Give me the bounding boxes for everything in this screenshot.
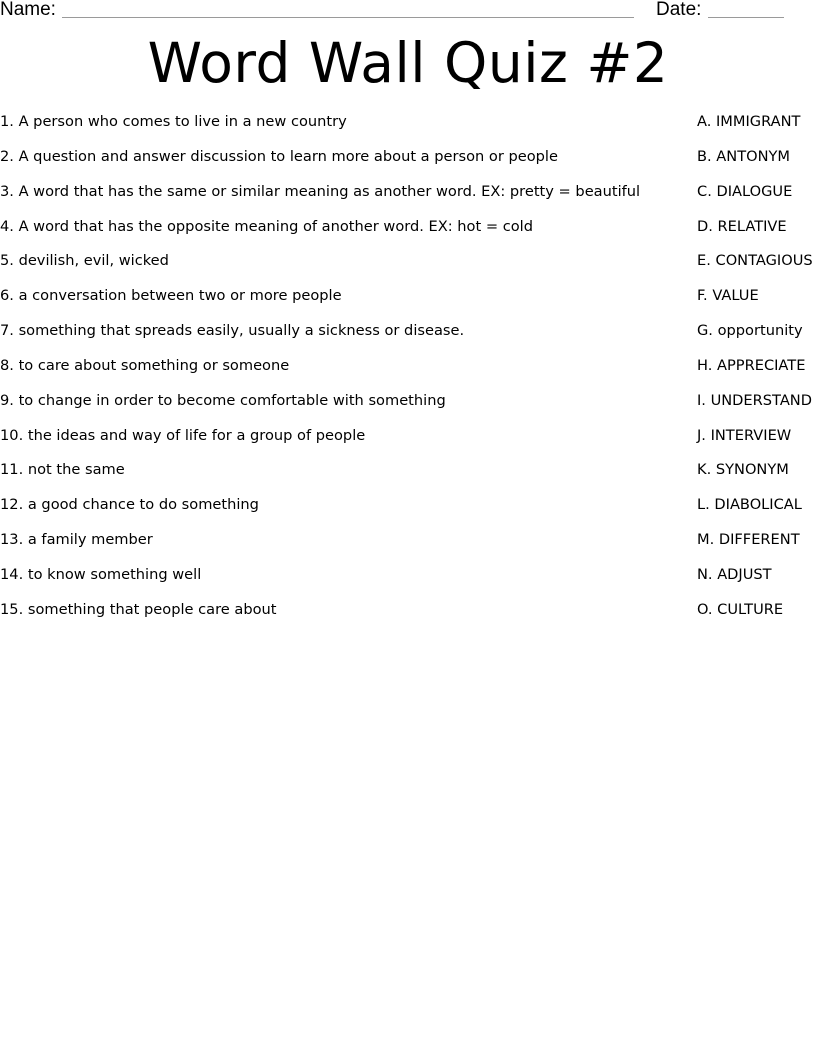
question-item: 7. something that spreads easily, usually a sickness or disease.: [0, 322, 465, 340]
answer-item: N. ADJUST: [697, 565, 772, 583]
answer-item: K. SYNONYM: [697, 461, 789, 479]
question-item: 10. the ideas and way of life for a group of people: [0, 426, 366, 444]
answer-item: D. RELATIVE: [697, 217, 787, 235]
date-label: Date:: [656, 0, 702, 20]
answer-item: J. INTERVIEW: [697, 426, 792, 444]
question-item: 3. A word that has the same or similar meaning as another word. EX: pretty = beautiful: [0, 182, 641, 200]
question-item: 4. A word that has the opposite meaning of another word. EX: hot = cold: [0, 217, 533, 235]
name-label: Name:: [0, 0, 56, 20]
page-title: Word Wall Quiz #2: [147, 31, 669, 95]
question-item: 5. devilish, evil, wicked: [0, 252, 169, 270]
name-blank-line[interactable]: [62, 17, 634, 18]
answer-item: H. APPRECIATE: [697, 356, 806, 374]
question-item: 9. to change in order to become comfortable with something: [0, 391, 446, 409]
answer-item: C. DIALOGUE: [697, 182, 793, 200]
question-item: 12. a good chance to do something: [0, 496, 259, 514]
answer-list: [697, 112, 816, 635]
question-item: 2. A question and answer discussion to learn more about a person or people: [0, 147, 558, 165]
answer-item: M. DIFFERENT: [697, 531, 800, 549]
answer-item: A. IMMIGRANT: [697, 113, 801, 130]
worksheet-header: [0, 0, 816, 22]
question-item: 1. A person who comes to live in a new country: [0, 113, 347, 130]
answer-item: B. ANTONYM: [697, 147, 791, 165]
date-blank-line[interactable]: [708, 17, 784, 18]
question-item: 15. something that people care about: [0, 600, 277, 618]
answer-item: I. UNDERSTAND: [697, 391, 812, 409]
question-item: 11. not the same: [0, 461, 125, 479]
question-list: [0, 112, 680, 635]
answer-item: F. VALUE: [697, 287, 759, 305]
answer-item: G. opportunity: [697, 322, 803, 340]
question-item: 13. a family member: [0, 531, 153, 549]
question-item: 14. to know something well: [0, 565, 202, 583]
answer-item: E. CONTAGIOUS: [697, 252, 813, 270]
answer-item: L. DIABOLICAL: [697, 496, 802, 514]
answer-item: O. CULTURE: [697, 600, 784, 618]
question-item: 6. a conversation between two or more people: [0, 287, 342, 305]
question-item: 8. to care about something or someone: [0, 356, 290, 374]
